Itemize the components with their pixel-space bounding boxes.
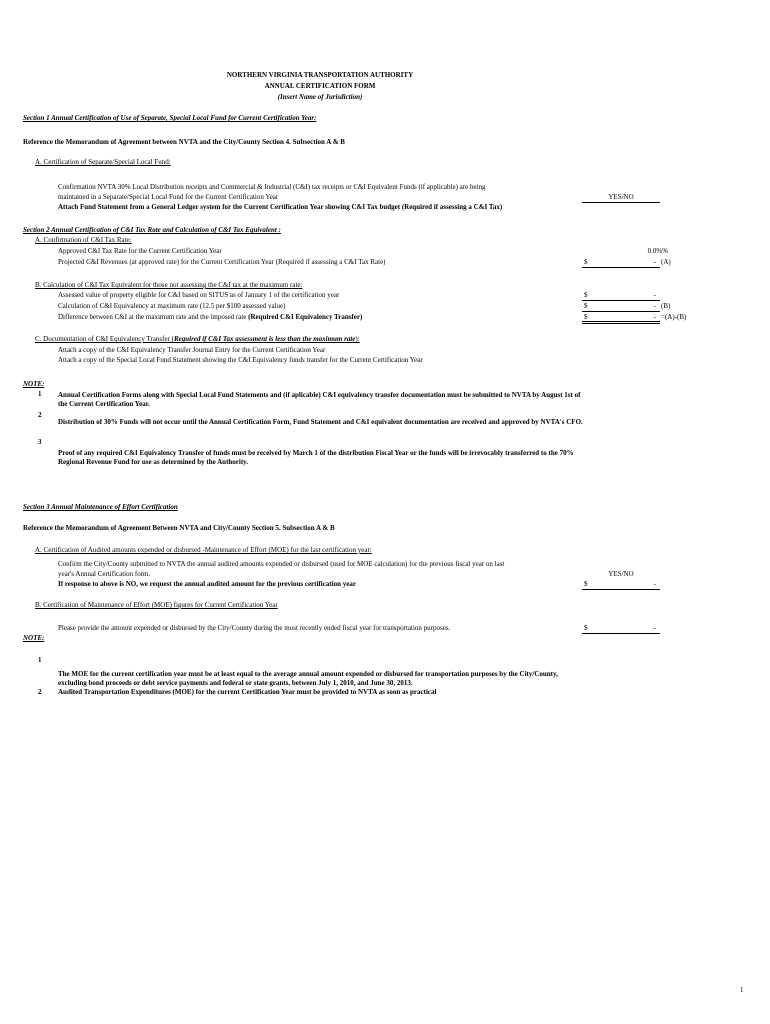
max-rate-equivalency-underline (582, 311, 660, 312)
note-1-item-3-number: 3 (38, 438, 42, 446)
projected-revenue-label: Projected C&I Revenues (at approved rate) for the Current Certification Year (Required if assessing a C&I Tax Rate) (58, 258, 386, 266)
section-3a-text-1: Confirm the City/County submitted to NVTA the annual audited amounts expended or disbursed (used for MOE calculation) for the previous fiscal year on last (58, 560, 505, 568)
section-2-heading: Section 2 Annual Certification of C&I Tax Rate and Calculation of C&I Tax Equivalent : (23, 226, 281, 234)
assessed-value-value[interactable]: - (653, 291, 656, 299)
note-1-item-2-text: Distribution of 30% Funds will not occur until the Annual Certification Form, Fund Statement and C&I equivalent documentation are received and approved by NVTA's CFO. (58, 418, 583, 426)
audited-amount-currency: $ (584, 580, 588, 588)
note-1-item-1-text: Annual Certification Forms along with Special Local Fund Statements and (if aplicable) C&I equivalency transfer documentation must be submitted to NVTA by August 1st of the Current Certification Year. (58, 391, 581, 409)
moe-amount-currency: $ (584, 624, 588, 632)
section-2c-heading-text: C. Documentation of C&I Equivalency Transfer ( (35, 335, 175, 343)
section-2b-heading: B. Calculation of C&I Tax Equivalent for those not assessing the C&I tax at the maximum rate: (35, 281, 303, 289)
section-1-yesno-underline (582, 202, 660, 203)
section-1a-attach-instruction: Attach Fund Statement from a General Ledger system for the Current Certification Year showing C&I Tax budget (Required if assessing a C&I Tax) (58, 203, 503, 211)
projected-revenue-tag: (A) (661, 258, 671, 266)
max-rate-equivalency-value[interactable]: - (653, 302, 656, 310)
equivalency-transfer-tag: =(A)-(B) (661, 313, 687, 321)
page-number: 1 (740, 986, 744, 994)
note-1-item-3-text: Proof of any required C&I Equivalency Transfer of funds must be received by March 1 of the distribution Fiscal Year or the funds will be irrevocably transferred to the 70% Regional Revenue Fund for use as determined by the Authority. (58, 449, 574, 467)
equivalency-transfer-currency: $ (584, 313, 588, 321)
section-3b-text: Please provide the amount expended or disbursed by the City/County during the most recently ended fiscal year for transportation purposes. (58, 624, 451, 632)
section-2a-heading: A. Confirmation of C&I Tax Rate: (35, 236, 132, 244)
projected-revenue-currency: $ (584, 258, 588, 266)
audited-amount-underline (582, 589, 660, 590)
assessed-value-label: Assessed value of property eligible for C&I based on SITUS as of January 1 of the certification year (58, 291, 340, 299)
doc-subtitle: ANNUAL CERTIFICATION FORM (264, 82, 376, 90)
section-3a-text-2: year's Annual Certification form. (58, 570, 151, 578)
section-1a-text-2: maintained in a Separate/Special Local Fund for the Current Certification Year (58, 193, 279, 201)
note-2-item-1-number: 1 (38, 656, 42, 664)
equivalency-transfer-required-note: (Required C&I Equivalency Transfer) (248, 313, 363, 321)
section-3a-heading: A. Certification of Audited amounts expended or disbursed -Maintenance of Effort (MOE) for the last certification year: (35, 546, 372, 554)
equivalency-transfer-label-text: Difference between C&I at the maximum rate and the imposed rate (58, 313, 249, 321)
equivalency-transfer-value[interactable]: - (653, 313, 656, 321)
jurisdiction-placeholder: (Insert Name of Jurisdiction) (277, 93, 363, 101)
section-2c-attach-fund-statement: Attach a copy of the Special Local Fund Statement showing the C&I Equivalency funds transfer for the Current Certification Year (58, 356, 423, 364)
doc-title: NORTHERN VIRGINIA TRANSPORTATION AUTHORITY (226, 71, 414, 79)
section-2c-heading (35, 335, 360, 344)
max-rate-equivalency-currency: $ (584, 302, 588, 310)
equivalency-transfer-double-underline (582, 321, 660, 324)
equivalency-transfer-label (58, 313, 362, 322)
moe-amount-underline (582, 633, 660, 634)
section-3a-request: If response to above is NO, we request the annual audited amount for the previous certification year (58, 580, 356, 588)
assessed-value-currency: $ (584, 291, 588, 299)
section-1-heading: Section 1 Annual Certification of Use of Separate, Special Local Fund for Current Certification Year: (23, 114, 317, 122)
section-1-reference: Reference the Memorandum of Agreement between NVTA and the City/County Section 4. Subsection A & B (23, 138, 345, 146)
section-3-heading: Section 3 Annual Maintenance of Effort Certification (23, 503, 178, 511)
section-3b-heading: B. Certification of Maintenance of Effort (MOE) figures for Current Certification Year (35, 601, 278, 609)
max-rate-equivalency-label: Calculation of C&I Equivalency at maximum rate (12.5 per $100 assessed value) (58, 302, 286, 310)
assessed-value-underline (582, 300, 660, 301)
audited-amount-value[interactable]: - (653, 580, 656, 588)
moe-amount-value[interactable]: - (653, 624, 656, 632)
section-2c-requirement: Required if C&I Tax assessment is less than the maximum rate (174, 335, 356, 343)
tax-rate-label: Approved C&I Tax Rate for the Current Certification Year (58, 247, 222, 255)
projected-revenue-underline (582, 267, 660, 268)
section-1a-heading: A. Certification of Separate/Special Local Fund: (35, 158, 171, 166)
projected-revenue-value[interactable]: - (653, 258, 656, 266)
section-2c-attach-journal: Attach a copy of the C&I Equivalency Transfer Journal Entry for the Current Certification Year (58, 346, 326, 354)
section-3-yesno-field[interactable]: YES/NO (608, 570, 634, 578)
max-rate-equivalency-tag: (B) (661, 302, 671, 310)
section-1-yesno-field[interactable]: YES/NO (608, 193, 634, 201)
section-1a-text-1: Confirmation NVTA 30% Local Distribution receipts and Commercial & Industrial (C&I) tax receipts or C&I Equivalent Funds (if applicable) are being (58, 183, 486, 191)
note-1-label: NOTE: (23, 380, 45, 388)
note-2-item-2-number: 2 (38, 688, 42, 696)
note-2-item-1-text: The MOE for the current certification year must be at least equal to the average annual amount expended or disbursed for transportation purposes by the City/County, excluding bond proceeds or debt service payments and federal or state grants, between July 1, 2010, and June 30, 2013. (58, 670, 558, 688)
section-3-reference: Reference the Memorandum of Agreement Between NVTA and City/County Section 5. Subsection A & B (23, 524, 335, 532)
section-2c-heading-end: ): (355, 335, 360, 343)
note-2-item-2-text: Audited Transportation Expenditures (MOE) for the current Certification Year must be provided to NVTA as soon as practical (58, 688, 437, 696)
note-1-item-1-number: 1 (38, 390, 42, 398)
tax-rate-value[interactable]: 0.0%% (647, 247, 668, 255)
note-1-item-2-number: 2 (38, 411, 42, 419)
note-2-label: NOTE: (23, 634, 45, 642)
